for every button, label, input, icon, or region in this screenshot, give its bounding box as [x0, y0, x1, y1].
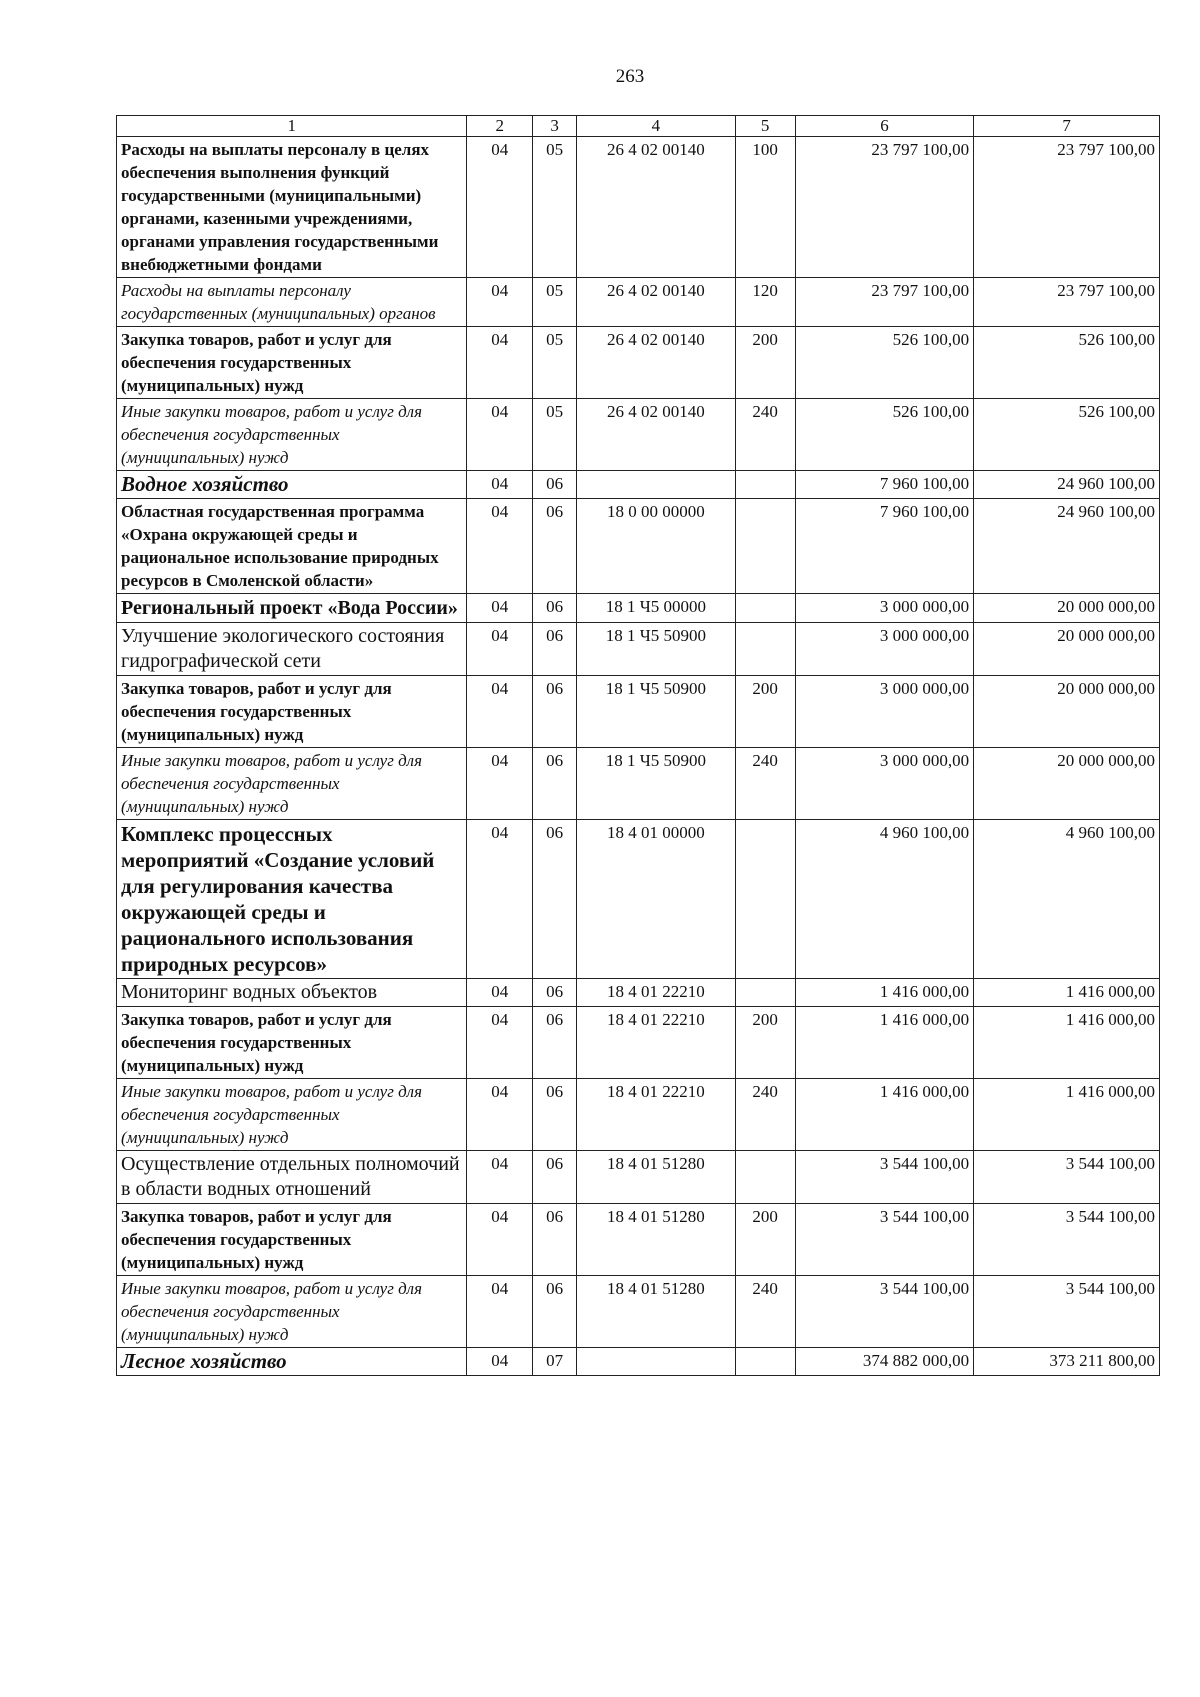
- subsection-code: 06: [532, 499, 576, 594]
- expense-type-code: [735, 979, 795, 1007]
- subsection-code: 06: [532, 676, 576, 748]
- target-article-code: 18 4 01 51280: [577, 1151, 735, 1204]
- target-article-code: 18 4 01 22210: [577, 979, 735, 1007]
- subsection-code: 06: [532, 1079, 576, 1151]
- amount-year-1: 1 416 000,00: [795, 1079, 973, 1151]
- expense-type-code: 200: [735, 1204, 795, 1276]
- table-row: [117, 327, 1160, 399]
- subsection-code: 06: [532, 979, 576, 1007]
- amount-year-1: 1 416 000,00: [795, 1007, 973, 1079]
- amount-year-2: 20 000 000,00: [974, 594, 1160, 623]
- section-code: 04: [467, 499, 532, 594]
- subsection-code: 06: [532, 1204, 576, 1276]
- row-name: Мониторинг водных объектов: [117, 979, 467, 1007]
- subsection-code: 06: [532, 471, 576, 499]
- amount-year-1: 23 797 100,00: [795, 137, 973, 278]
- expense-type-code: [735, 623, 795, 676]
- amount-year-2: 3 544 100,00: [974, 1204, 1160, 1276]
- header-cell-4: 4: [577, 116, 735, 137]
- section-code: 04: [467, 327, 532, 399]
- amount-year-1: 7 960 100,00: [795, 499, 973, 594]
- amount-year-2: 1 416 000,00: [974, 1079, 1160, 1151]
- row-name: Расходы на выплаты персоналу в целях обеспечения выполнения функций государственными (муниципальными) органами, казенными учреждениями, органами управления государственными внебюджетными фондами: [117, 137, 467, 278]
- header-row: [117, 116, 1160, 137]
- target-article-code: 26 4 02 00140: [577, 137, 735, 278]
- amount-year-2: 526 100,00: [974, 399, 1160, 471]
- amount-year-1: 23 797 100,00: [795, 278, 973, 327]
- expense-type-code: 100: [735, 137, 795, 278]
- table-row: [117, 1276, 1160, 1348]
- expense-type-code: 240: [735, 399, 795, 471]
- table-row: [117, 979, 1160, 1007]
- subsection-code: 06: [532, 748, 576, 820]
- table-row: [117, 1079, 1160, 1151]
- amount-year-1: 526 100,00: [795, 399, 973, 471]
- target-article-code: 18 4 01 22210: [577, 1007, 735, 1079]
- section-code: 04: [467, 1276, 532, 1348]
- amount-year-2: 3 544 100,00: [974, 1276, 1160, 1348]
- table-row: [117, 594, 1160, 623]
- amount-year-2: 526 100,00: [974, 327, 1160, 399]
- amount-year-2: 23 797 100,00: [974, 137, 1160, 278]
- table-row: [117, 1007, 1160, 1079]
- row-name: Закупка товаров, работ и услуг для обеспечения государственных (муниципальных) нужд: [117, 327, 467, 399]
- amount-year-2: 20 000 000,00: [974, 623, 1160, 676]
- amount-year-1: 3 544 100,00: [795, 1276, 973, 1348]
- target-article-code: 18 0 00 00000: [577, 499, 735, 594]
- amount-year-1: 374 882 000,00: [795, 1348, 973, 1376]
- section-code: 04: [467, 137, 532, 278]
- amount-year-2: 4 960 100,00: [974, 820, 1160, 979]
- amount-year-1: 3 544 100,00: [795, 1151, 973, 1204]
- target-article-code: [577, 471, 735, 499]
- row-name: Комплекс процессных мероприятий «Создание условий для регулирования качества окружающей среды и рационального использования природных ресурсов»: [117, 820, 467, 979]
- table-row: [117, 1151, 1160, 1204]
- amount-year-2: 23 797 100,00: [974, 278, 1160, 327]
- row-name: Лесное хозяйство: [117, 1348, 467, 1376]
- table-row: [117, 471, 1160, 499]
- expense-type-code: 240: [735, 1276, 795, 1348]
- section-code: 04: [467, 1348, 532, 1376]
- target-article-code: 18 1 Ч5 00000: [577, 594, 735, 623]
- target-article-code: 18 1 Ч5 50900: [577, 748, 735, 820]
- expense-type-code: 200: [735, 676, 795, 748]
- table-row: [117, 1348, 1160, 1376]
- table-row: [117, 748, 1160, 820]
- row-name: Закупка товаров, работ и услуг для обеспечения государственных (муниципальных) нужд: [117, 676, 467, 748]
- row-name: Областная государственная программа «Охрана окружающей среды и рациональное использование природных ресурсов в Смоленской области»: [117, 499, 467, 594]
- table-row: [117, 399, 1160, 471]
- section-code: 04: [467, 278, 532, 327]
- subsection-code: 05: [532, 278, 576, 327]
- amount-year-1: 3 000 000,00: [795, 623, 973, 676]
- subsection-code: 06: [532, 594, 576, 623]
- section-code: 04: [467, 594, 532, 623]
- row-name: Иные закупки товаров, работ и услуг для обеспечения государственных (муниципальных) нужд: [117, 1079, 467, 1151]
- amount-year-1: 7 960 100,00: [795, 471, 973, 499]
- expense-type-code: 200: [735, 1007, 795, 1079]
- expense-type-code: [735, 1348, 795, 1376]
- subsection-code: 05: [532, 137, 576, 278]
- row-name: Закупка товаров, работ и услуг для обеспечения государственных (муниципальных) нужд: [117, 1204, 467, 1276]
- amount-year-2: 3 544 100,00: [974, 1151, 1160, 1204]
- expense-type-code: [735, 1151, 795, 1204]
- header-cell-7: 7: [974, 116, 1160, 137]
- section-code: 04: [467, 676, 532, 748]
- row-name: Водное хозяйство: [117, 471, 467, 499]
- row-name: Иные закупки товаров, работ и услуг для обеспечения государственных (муниципальных) нужд: [117, 399, 467, 471]
- header-cell-6: 6: [795, 116, 973, 137]
- page-number: 263: [615, 66, 645, 87]
- row-name: Иные закупки товаров, работ и услуг для обеспечения государственных (муниципальных) нужд: [117, 748, 467, 820]
- amount-year-2: 24 960 100,00: [974, 499, 1160, 594]
- target-article-code: 26 4 02 00140: [577, 399, 735, 471]
- amount-year-2: 1 416 000,00: [974, 1007, 1160, 1079]
- target-article-code: 18 1 Ч5 50900: [577, 676, 735, 748]
- expense-type-code: 240: [735, 748, 795, 820]
- row-name: Улучшение экологического состояния гидрографической сети: [117, 623, 467, 676]
- target-article-code: 18 4 01 22210: [577, 1079, 735, 1151]
- section-code: 04: [467, 820, 532, 979]
- section-code: 04: [467, 979, 532, 1007]
- table-row: [117, 623, 1160, 676]
- section-code: 04: [467, 748, 532, 820]
- target-article-code: [577, 1348, 735, 1376]
- subsection-code: 06: [532, 1151, 576, 1204]
- amount-year-1: 526 100,00: [795, 327, 973, 399]
- expense-type-code: [735, 820, 795, 979]
- header-cell-1: 1: [117, 116, 467, 137]
- row-name: Осуществление отдельных полномочий в области водных отношений: [117, 1151, 467, 1204]
- table-row: [117, 676, 1160, 748]
- target-article-code: 18 4 01 00000: [577, 820, 735, 979]
- amount-year-2: 20 000 000,00: [974, 748, 1160, 820]
- header-cell-2: 2: [467, 116, 532, 137]
- row-name: Расходы на выплаты персоналу государственных (муниципальных) органов: [117, 278, 467, 327]
- amount-year-2: 1 416 000,00: [974, 979, 1160, 1007]
- target-article-code: 26 4 02 00140: [577, 278, 735, 327]
- row-name: Региональный проект «Вода России»: [117, 594, 467, 623]
- section-code: 04: [467, 399, 532, 471]
- row-name: Закупка товаров, работ и услуг для обеспечения государственных (муниципальных) нужд: [117, 1007, 467, 1079]
- table-row: [117, 820, 1160, 979]
- section-code: 04: [467, 623, 532, 676]
- subsection-code: 06: [532, 1007, 576, 1079]
- amount-year-1: 3 000 000,00: [795, 748, 973, 820]
- expense-type-code: [735, 594, 795, 623]
- subsection-code: 06: [532, 820, 576, 979]
- amount-year-2: 20 000 000,00: [974, 676, 1160, 748]
- subsection-code: 06: [532, 623, 576, 676]
- amount-year-1: 3 000 000,00: [795, 594, 973, 623]
- expense-type-code: 200: [735, 327, 795, 399]
- header-cell-3: 3: [532, 116, 576, 137]
- header-cell-5: 5: [735, 116, 795, 137]
- target-article-code: 18 1 Ч5 50900: [577, 623, 735, 676]
- section-code: 04: [467, 471, 532, 499]
- target-article-code: 18 4 01 51280: [577, 1276, 735, 1348]
- table-row: [117, 499, 1160, 594]
- expense-type-code: [735, 499, 795, 594]
- section-code: 04: [467, 1079, 532, 1151]
- amount-year-2: 373 211 800,00: [974, 1348, 1160, 1376]
- expense-type-code: 120: [735, 278, 795, 327]
- expense-type-code: 240: [735, 1079, 795, 1151]
- table-row: [117, 1204, 1160, 1276]
- budget-table: [116, 115, 1160, 1376]
- section-code: 04: [467, 1007, 532, 1079]
- expense-type-code: [735, 471, 795, 499]
- subsection-code: 06: [532, 1276, 576, 1348]
- amount-year-2: 24 960 100,00: [974, 471, 1160, 499]
- table-body: [117, 116, 1160, 1376]
- amount-year-1: 3 544 100,00: [795, 1204, 973, 1276]
- target-article-code: 26 4 02 00140: [577, 327, 735, 399]
- table-row: [117, 137, 1160, 278]
- target-article-code: 18 4 01 51280: [577, 1204, 735, 1276]
- amount-year-1: 4 960 100,00: [795, 820, 973, 979]
- amount-year-1: 3 000 000,00: [795, 676, 973, 748]
- section-code: 04: [467, 1151, 532, 1204]
- amount-year-1: 1 416 000,00: [795, 979, 973, 1007]
- section-code: 04: [467, 1204, 532, 1276]
- table-row: [117, 278, 1160, 327]
- row-name: Иные закупки товаров, работ и услуг для обеспечения государственных (муниципальных) нужд: [117, 1276, 467, 1348]
- subsection-code: 05: [532, 327, 576, 399]
- subsection-code: 07: [532, 1348, 576, 1376]
- subsection-code: 05: [532, 399, 576, 471]
